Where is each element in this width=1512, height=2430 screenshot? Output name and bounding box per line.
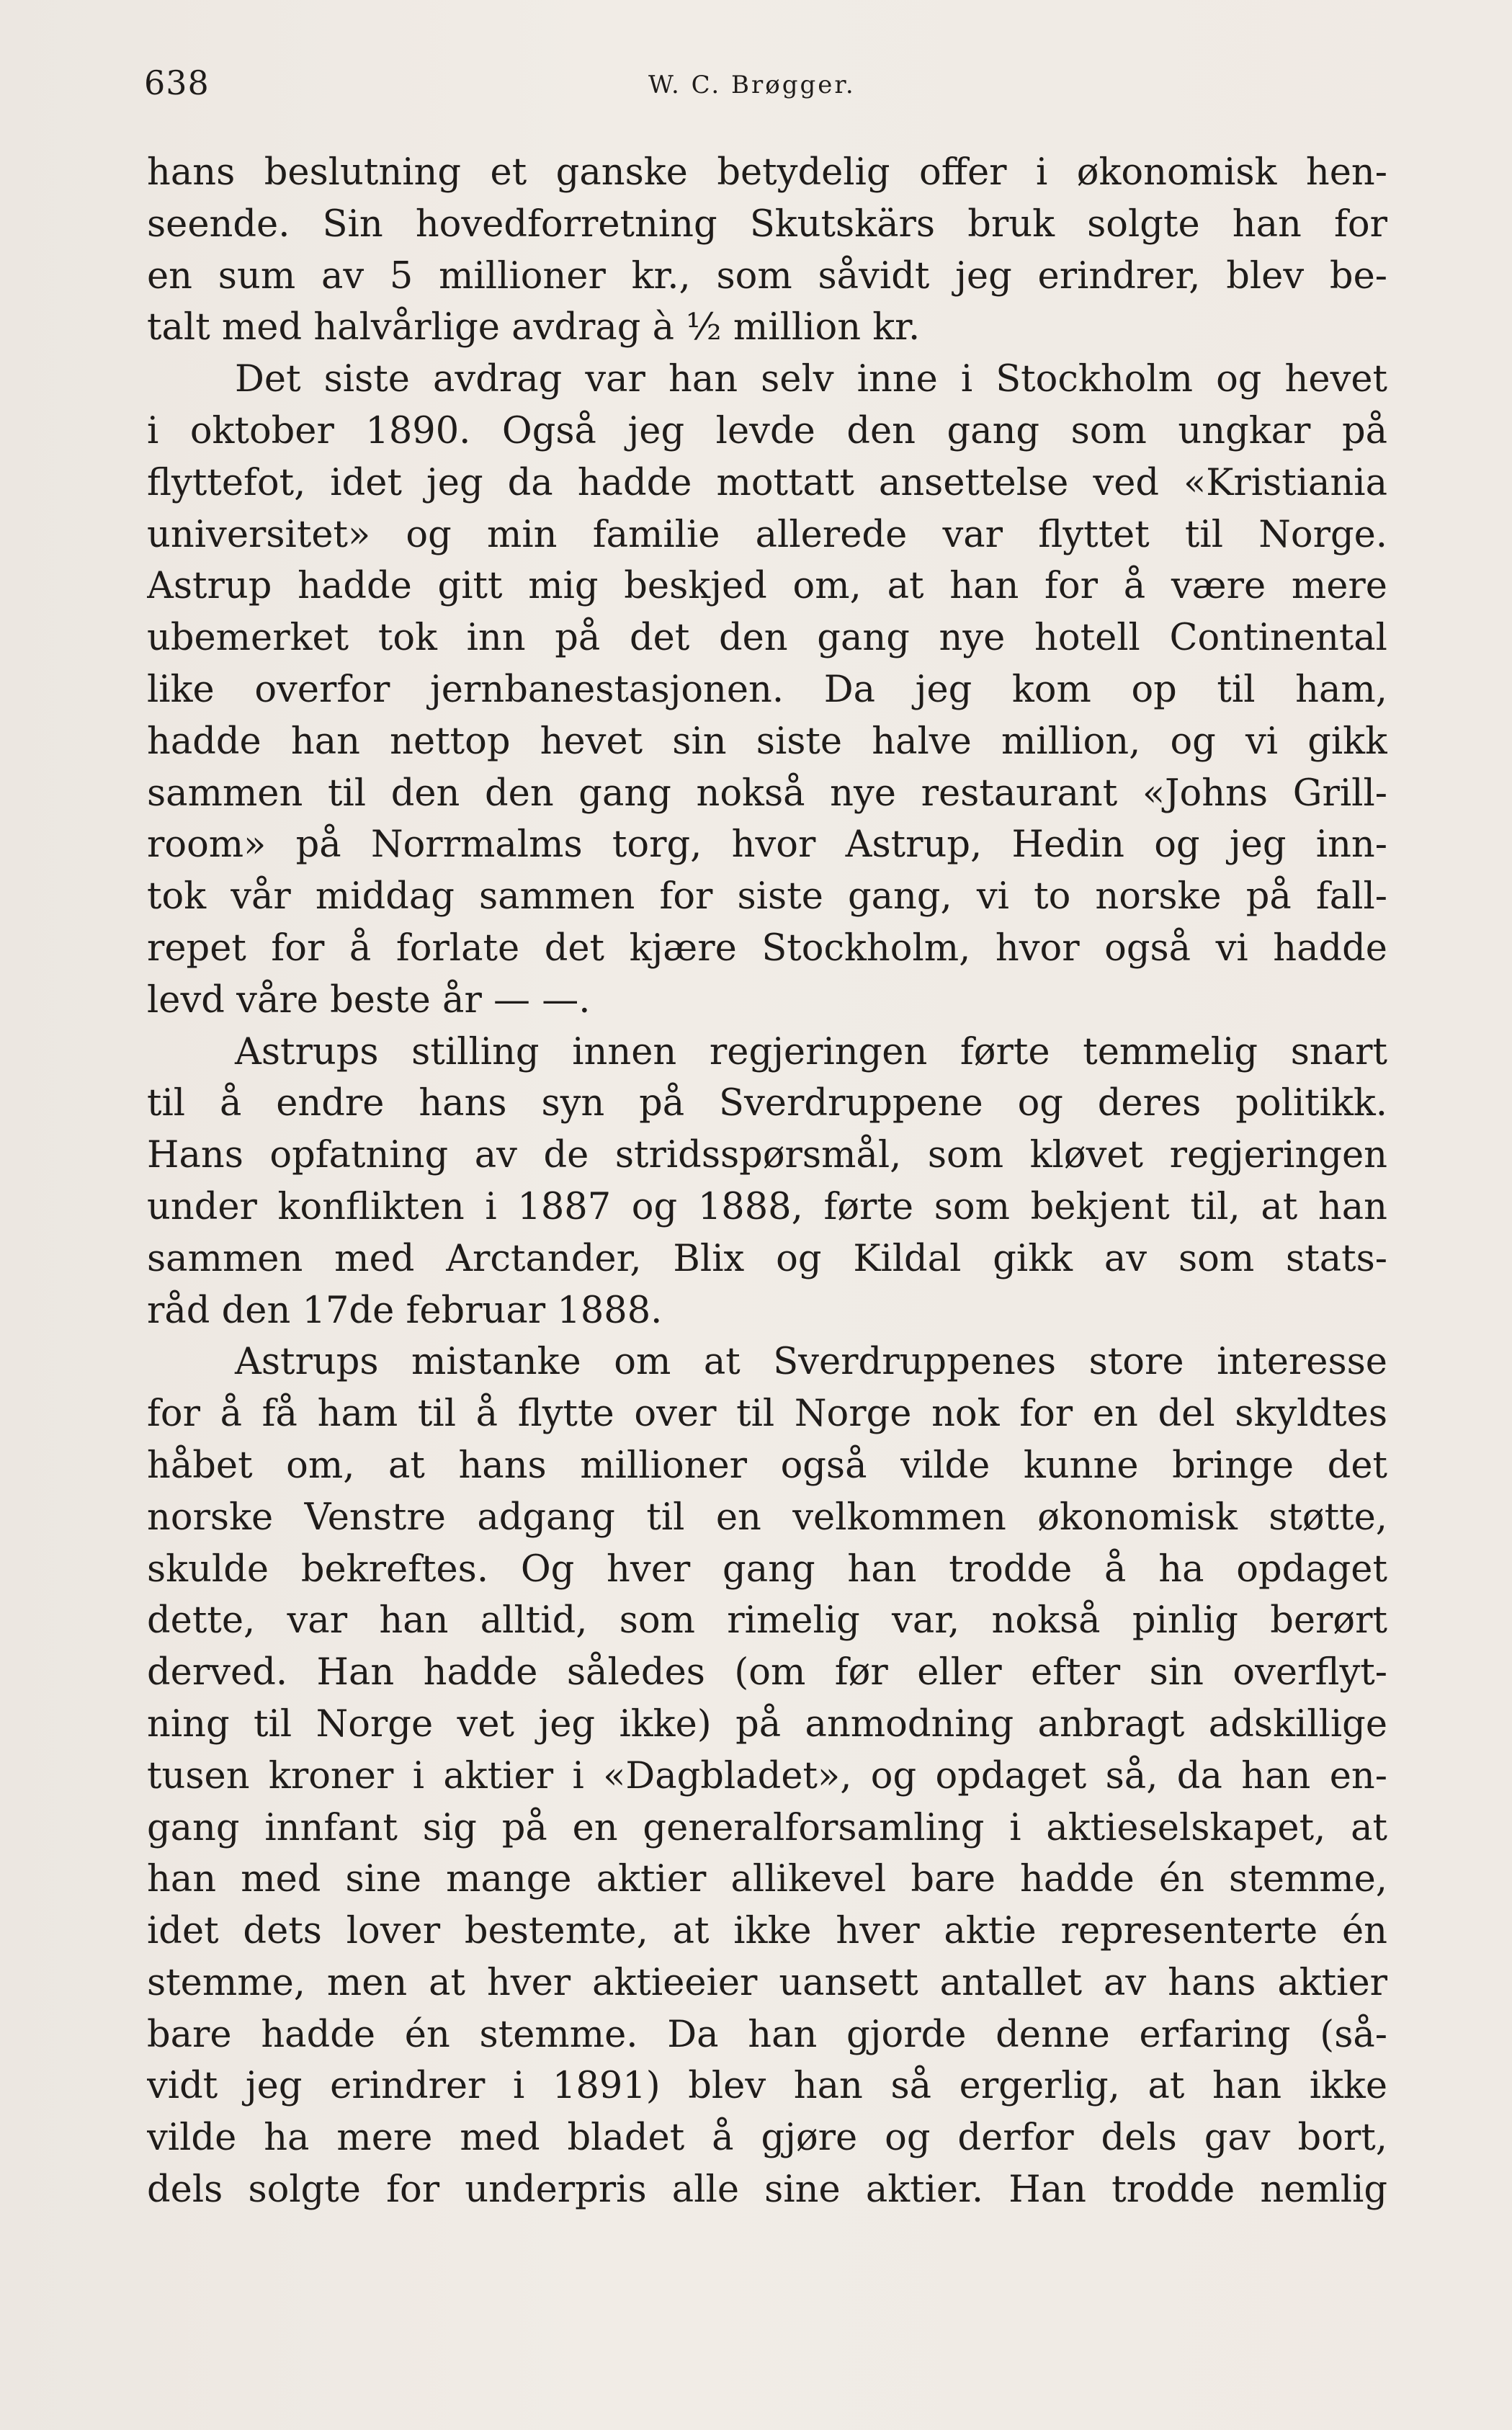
text-line: universitet» og min familie allerede var flyttet til Norge. [147, 513, 1387, 556]
page-number: 638 [144, 63, 210, 102]
text-line: ning til Norge vet jeg ikke) på anmodning anbragt adskillige [147, 1702, 1387, 1746]
text-line: levd våre beste år — —. [147, 978, 591, 1022]
text-line: vilde ha mere med bladet å gjøre og derfor dels gav bort, [147, 2117, 1387, 2160]
text-line: til å endre hans syn på Sverdruppene og deres politikk. [147, 1082, 1387, 1125]
text-line: Astrup hadde gitt mig beskjed om, at han for å være mere [147, 565, 1387, 608]
text-line: norske Venstre adgang til en velkommen økonomisk støtte, [147, 1496, 1387, 1539]
text-line: bare hadde én stemme. Da han gjorde denne erfaring (så- [147, 2013, 1387, 2056]
text-line: idet dets lover bestemte, at ikke hver aktie representerte én [147, 1910, 1387, 1953]
text-line: Astrups stilling innen regjeringen førte temmelig snart [235, 1030, 1387, 1073]
text-line: repet for å forlate det kjære Stockholm, hvor også vi hadde [147, 926, 1387, 970]
text-line: stemme, men at hver aktieeier uansett antallet av hans aktier [147, 1961, 1387, 2004]
text-line: tusen kroner i aktier i «Dagbladet», og opdaget så, da han en- [147, 1754, 1387, 1797]
text-line: Hans opfatning av de stridsspørsmål, som kløvet regjeringen [147, 1134, 1387, 1177]
text-line: håbet om, at hans millioner også vilde kunne bringe det [147, 1444, 1387, 1487]
text-line: dels solgte for underpris alle sine aktier. Han trodde nemlig [147, 2168, 1387, 2212]
text-line: han med sine mange aktier allikevel bare hadde én stemme, [147, 1858, 1387, 1901]
text-line: ubemerket tok inn på det den gang nye hotell Continental [147, 617, 1387, 660]
text-line: sammen til den den gang nokså nye restaurant «Johns Grill- [147, 772, 1387, 815]
text-line: skulde bekreftes. Og hver gang han trodde å ha opdaget [147, 1547, 1387, 1591]
text-line: Det siste avdrag var han selv inne i Stockholm og hevet [235, 358, 1387, 401]
text-line: råd den 17de februar 1888. [147, 1289, 663, 1332]
text-line: like overfor jernbanestasjonen. Da jeg kom op til ham, [147, 668, 1387, 711]
text-line: gang innfant sig på en generalforsamling i aktieselskapet, at [147, 1806, 1387, 1849]
text-line: seende. Sin hovedforretning Skutskärs bruk solgte han for [147, 202, 1387, 246]
text-line: hans beslutning et ganske betydelig offer i økonomisk hen- [147, 151, 1387, 194]
text-line: Astrups mistanke om at Sverdruppenes store interesse [235, 1341, 1387, 1384]
text-line: vidt jeg erindrer i 1891) blev han så ergerlig, at han ikke [147, 2065, 1387, 2108]
running-head: W. C. Brøgger. [648, 71, 856, 99]
text-line: hadde han nettop hevet sin siste halve million, og vi gikk [147, 720, 1387, 763]
text-line: i oktober 1890. Også jeg levde den gang som ungkar på [147, 409, 1387, 452]
page-header [144, 63, 1390, 114]
body-text [147, 147, 1387, 2216]
text-line: for å få ham til å flytte over til Norge nok for en del skyldtes [147, 1393, 1387, 1436]
text-line: tok vår middag sammen for siste gang, vi to norske på fall- [147, 875, 1387, 919]
text-line: en sum av 5 millioner kr., som såvidt jeg erindrer, blev be- [147, 254, 1387, 298]
text-line: room» på Norrmalms torg, hvor Astrup, Hedin og jeg inn- [147, 823, 1387, 867]
text-line: under konflikten i 1887 og 1888, førte som bekjent til, at han [147, 1185, 1387, 1228]
text-line: dette, var han alltid, som rimelig var, nokså pinlig berørt [147, 1599, 1387, 1643]
text-line: talt med halvårlige avdrag à ½ million kr. [147, 306, 921, 349]
text-line: derved. Han hadde således (om før eller efter sin overflyt- [147, 1651, 1387, 1694]
text-line: flyttefot, idet jeg da hadde mottatt ansettelse ved «Kristiania [147, 461, 1387, 504]
text-line: sammen med Arctander, Blix og Kildal gikk av som stats- [147, 1237, 1387, 1280]
